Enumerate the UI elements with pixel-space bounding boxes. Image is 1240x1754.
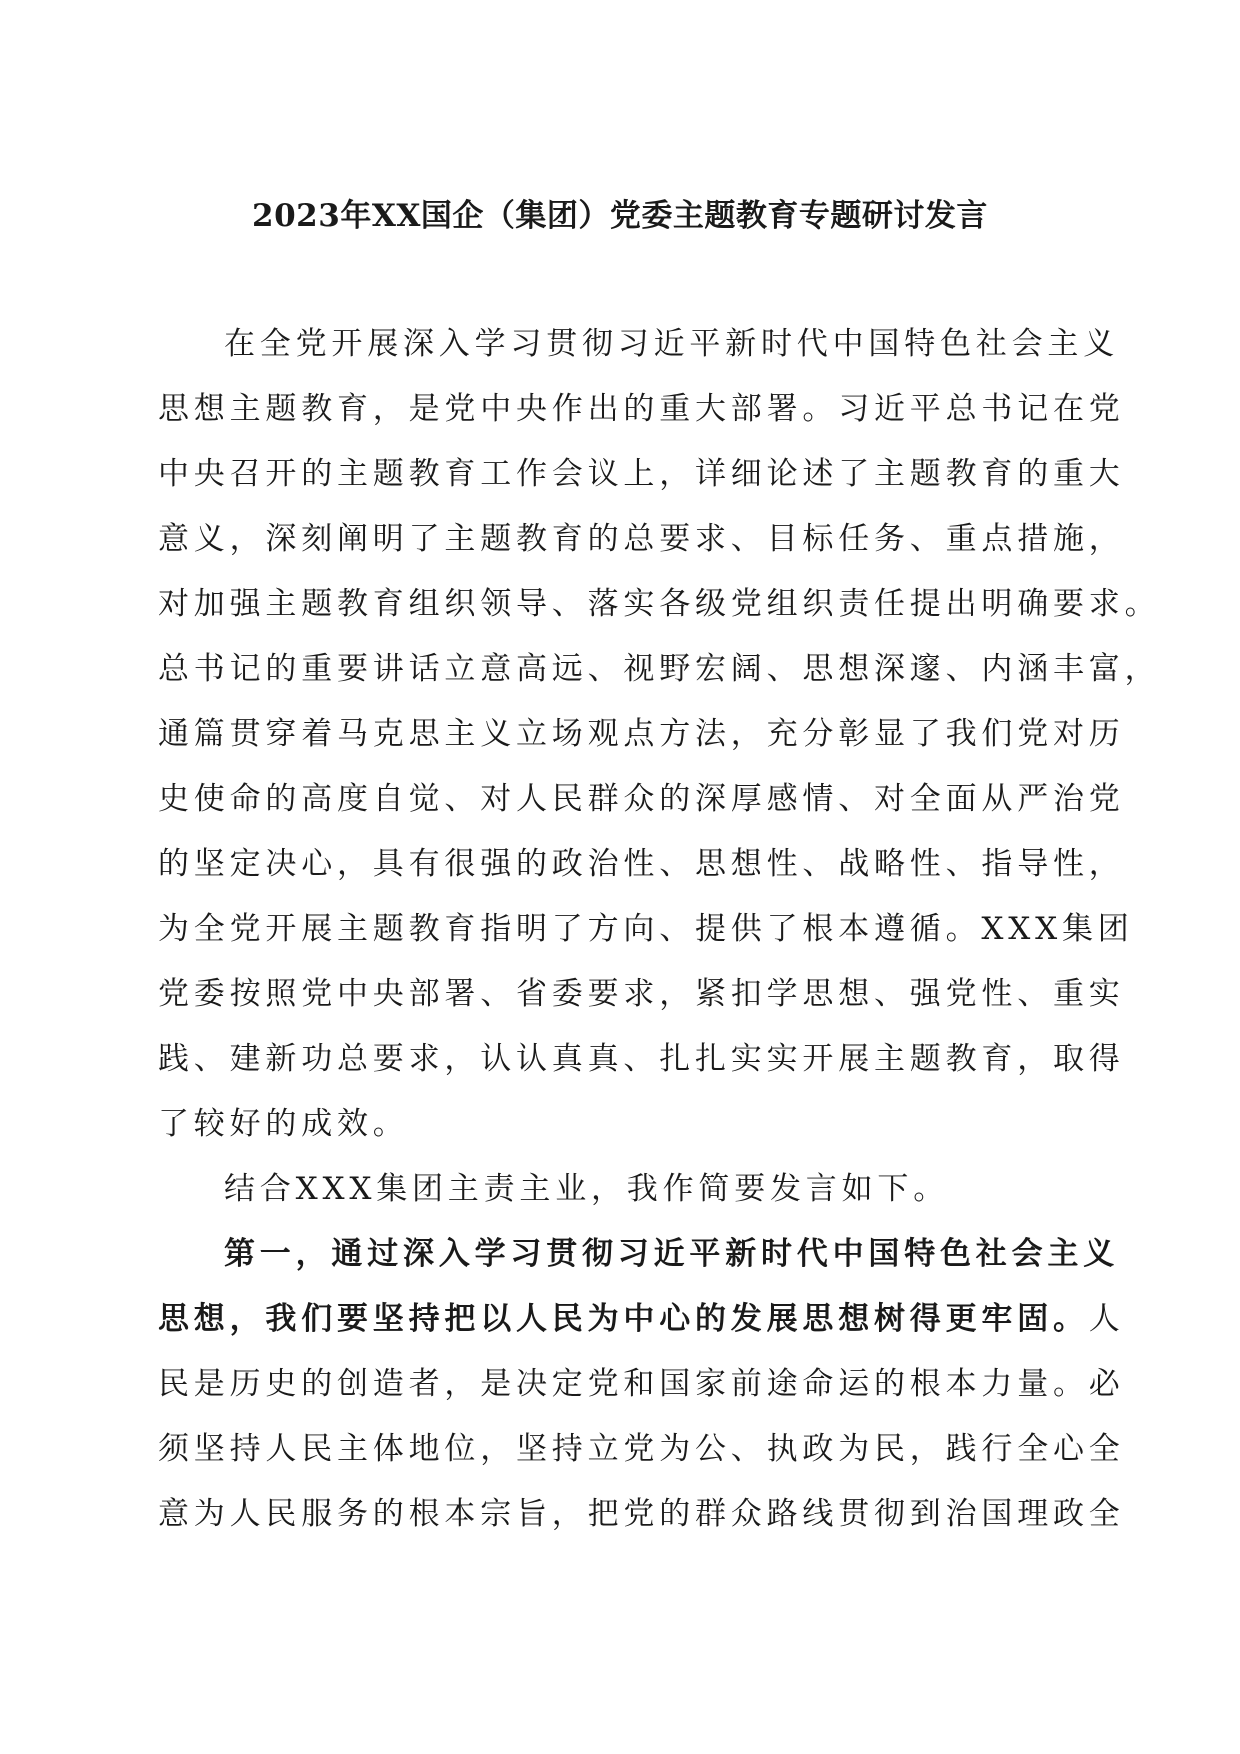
document-body [158,312,1161,1547]
paragraph-line: 须坚持人民主体地位，坚持立党为公、执政为民，践行全心全 [158,1431,1125,1467]
paragraph-line: 党委按照党中央部署、省委要求，紧扣学思想、强党性、重实 [158,976,1125,1012]
paragraph-line: 中央召开的主题教育工作会议上，详细论述了主题教育的重大 [158,456,1125,492]
paragraph-line: 的坚定决心，具有很强的政治性、思想性、战略性、指导性， [158,846,1125,882]
paragraph-line: 总书记的重要讲话立意高远、视野宏阔、思想深邃、内涵丰富， [158,651,1161,687]
paragraph-line: 为全党开展主题教育指明了方向、提供了根本遵循。XXX集团 [158,911,1134,947]
paragraph-line: 结合XXX集团主责主业，我作简要发言如下。 [224,1171,950,1207]
paragraph-line: 在全党开展深入学习贯彻习近平新时代中国特色社会主义 [224,326,1119,362]
paragraph-line: 通篇贯穿着马克思主义立场观点方法，充分彰显了我们党对历 [158,716,1125,752]
mixed-line [158,1287,1125,1352]
paragraph-line: 史使命的高度自觉、对人民群众的深厚感情、对全面从严治党 [158,781,1125,817]
paragraph-line: 对加强主题教育组织领导、落实各级党组织责任提出明确要求。 [158,586,1161,622]
paragraph-line: 了较好的成效。 [158,1106,409,1142]
paragraph-line: 意为人民服务的根本宗旨，把党的群众路线贯彻到治国理政全 [158,1496,1125,1532]
document-title: 2023年XX国企（集团）党委主题教育专题研讨发言 [252,198,988,234]
paragraph-line: 意义，深刻阐明了主题教育的总要求、目标任务、重点措施， [158,521,1125,557]
paragraph-line: 践、建新功总要求，认认真真、扎扎实实开展主题教育，取得 [158,1041,1125,1077]
bold-heading-tail: 思想，我们要坚持把以人民为中心的发展思想树得更牢固。 [158,1301,1089,1337]
paragraph-text: 人 [1088,1301,1125,1337]
bold-heading-line: 第一，通过深入学习贯彻习近平新时代中国特色社会主义 [224,1236,1119,1272]
paragraph-line: 民是历史的创造者，是决定党和国家前途命运的根本力量。必 [158,1366,1125,1402]
paragraph-line: 思想主题教育，是党中央作出的重大部署。习近平总书记在党 [158,391,1125,427]
